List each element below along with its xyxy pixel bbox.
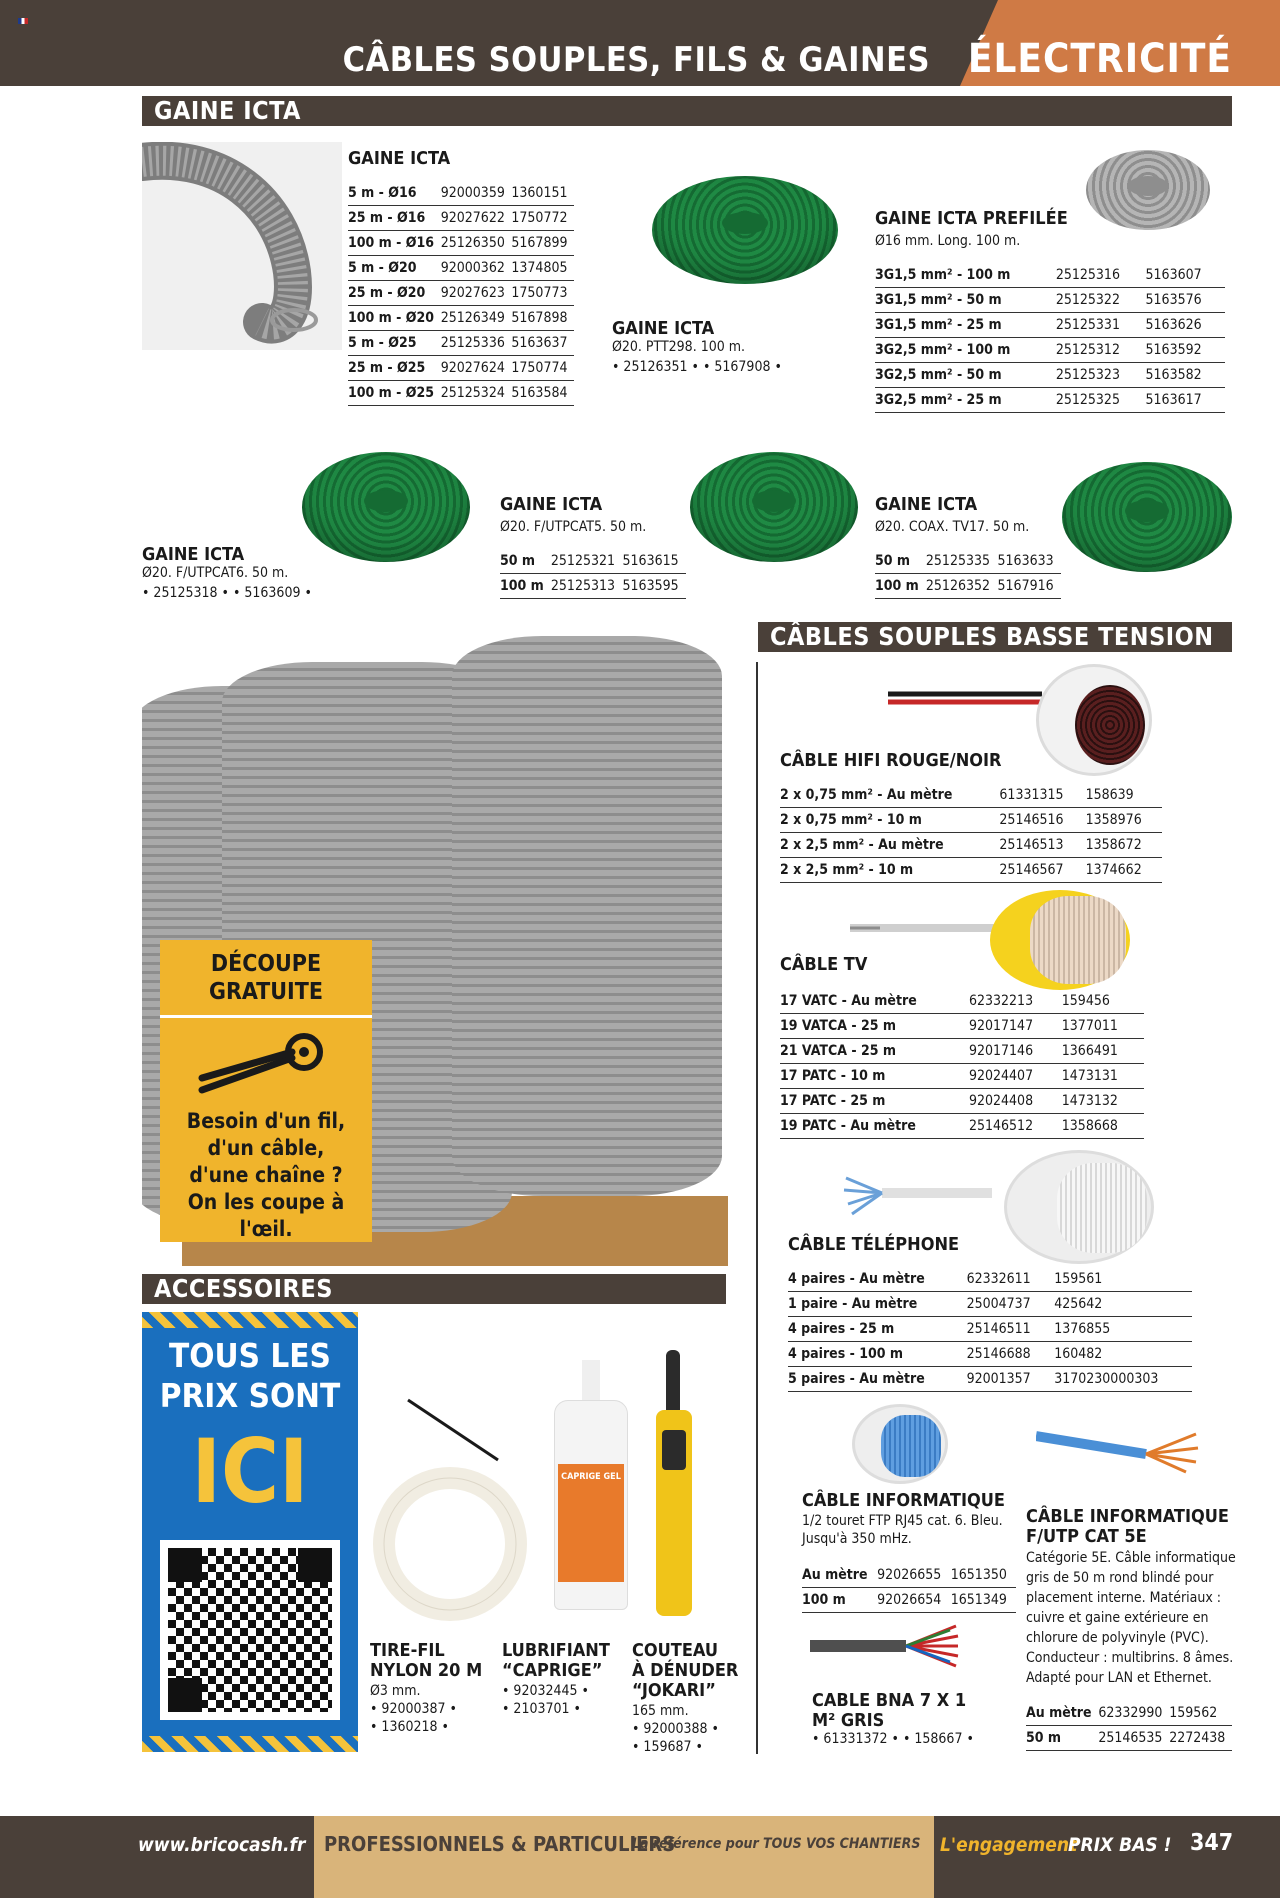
- tire-fil-title-1: TIRE-FIL: [370, 1640, 445, 1661]
- page-number: 347: [1190, 1830, 1234, 1856]
- gaine-icta-title: GAINE ICTA: [348, 148, 451, 169]
- section-bar-gaine: GAINE ICTA: [142, 96, 1232, 126]
- table-row: 50 m 25146535 2272438: [1026, 1725, 1232, 1750]
- table-row: 17 VATC - Au mètre 62332213 159456: [780, 988, 1144, 1013]
- table-row: 3G1,5 mm² - 50 m 25125322 5163576: [875, 287, 1225, 312]
- cat5e-table: [1026, 1700, 1232, 1751]
- tv-cable-image: [850, 920, 1000, 936]
- gaine-cat5-table: [500, 548, 686, 599]
- promo-text: TOUS LES PRIX SONT: [159, 1336, 341, 1415]
- table-row: 100 m 25126352 5167916: [875, 573, 1061, 598]
- lubrifiant-ref-2: • 2103701 •: [502, 1701, 581, 1717]
- promo-qr-panel: [142, 1328, 358, 1736]
- gaine-icta-table: [348, 180, 574, 406]
- cat5e-cable-image: [1036, 1424, 1200, 1474]
- header-category-title: ÉLECTRICITÉ: [967, 36, 1232, 82]
- table-row: 4 paires - 100 m 25146688 160482: [788, 1341, 1192, 1366]
- tire-fil-ref-2: • 1360218 •: [370, 1719, 449, 1735]
- table-row: 100 m 25125313 5163595: [500, 573, 686, 598]
- gaine-prefilee-desc: Ø16 mm. Long. 100 m.: [875, 233, 1021, 249]
- table-row: 19 PATC - Au mètre 25146512 1358668: [780, 1113, 1144, 1138]
- table-row: 50 m 25125321 5163615: [500, 548, 686, 573]
- lubrifiant-ref-1: • 92032445 •: [502, 1683, 589, 1699]
- decoupe-gratuite-box: [160, 940, 372, 1242]
- bna-refs: • 61331372 • • 158667 •: [812, 1731, 974, 1747]
- tv-title: CÂBLE TV: [780, 954, 868, 975]
- table-row: 5 m - Ø16 92000359 1360151: [348, 180, 574, 205]
- footer-osb-band: [314, 1816, 934, 1898]
- gaine-icta-image: [142, 142, 342, 350]
- gaine-cat5-image: [690, 452, 858, 562]
- table-row: 3G1,5 mm² - 25 m 25125331 5163626: [875, 312, 1225, 337]
- gaine-prefilee-table: [875, 262, 1225, 413]
- table-row: 5 m - Ø20 92000362 1374805: [348, 255, 574, 280]
- table-row: 2 x 0,75 mm² - 10 m 25146516 1358976: [780, 807, 1162, 832]
- cat5e-desc: Catégorie 5E. Câble informatique gris de 50 m rond blindé pour placement interne. Matériaux : cuivre et gaine extérieure en chlorure de polyvinyle (PVC). Conducteur : multibrins. 8 âmes. Adapté pour LAN et Ethernet.: [1026, 1550, 1236, 1686]
- table-row: 3G2,5 mm² - 100 m 25125312 5163592: [875, 337, 1225, 362]
- table-row: 3G2,5 mm² - 25 m 25125325 5163617: [875, 387, 1225, 412]
- hifi-cable-image: [888, 688, 1042, 710]
- gaine-prefilee-title: GAINE ICTA PREFILÉE: [875, 208, 1068, 229]
- couteau-desc: 165 mm.: [632, 1703, 689, 1719]
- gaine-ptt-refs: • 25126351 • • 5167908 •: [612, 359, 782, 375]
- gaine-cat6-image: [302, 452, 470, 562]
- table-row: Au mètre 62332990 159562: [1026, 1700, 1232, 1725]
- table-row: 1 paire - Au mètre 25004737 425642: [788, 1291, 1192, 1316]
- qr-code[interactable]: [160, 1540, 340, 1720]
- table-row: 17 PATC - 10 m 92024407 1473131: [780, 1063, 1144, 1088]
- table-row: 5 paires - Au mètre 92001357 3170230000303: [788, 1366, 1192, 1391]
- gaine-cat6-title: GAINE ICTA: [142, 544, 245, 565]
- footer-tagline: La référence pour TOUS VOS CHANTIERS: [632, 1836, 921, 1852]
- gaine-coax-image: [1062, 462, 1232, 572]
- lubrifiant-label: CAPRIGE GEL: [558, 1464, 624, 1582]
- gaine-coax-desc: Ø20. COAX. TV17. 50 m.: [875, 519, 1030, 535]
- table-row: 25 m - Ø16 92027622 1750772: [348, 205, 574, 230]
- tv-spool-image: [990, 890, 1130, 990]
- footer-url[interactable]: www.bricocash.fr: [138, 1834, 306, 1856]
- table-row: 25 m - Ø25 92027624 1750774: [348, 355, 574, 380]
- informatique-desc-1: 1/2 touret FTP RJ45 cat. 6. Bleu.: [802, 1513, 1003, 1529]
- bna-title-2: M² GRIS: [812, 1710, 885, 1731]
- tire-fil-desc: Ø3 mm.: [370, 1683, 421, 1699]
- table-row: 4 paires - 25 m 25146511 1376855: [788, 1316, 1192, 1341]
- lubrifiant-title-2: “CAPRIGE”: [502, 1660, 603, 1681]
- cat5e-title-2: F/UTP CAT 5E: [1026, 1526, 1147, 1547]
- telephone-table: [788, 1266, 1192, 1392]
- couteau-ref-1: • 92000388 •: [632, 1721, 719, 1737]
- gaine-prefilee-image: [1086, 150, 1210, 230]
- table-row: 4 paires - Au mètre 62332611 159561: [788, 1266, 1192, 1291]
- informatique-title: CÂBLE INFORMATIQUE: [802, 1490, 1005, 1511]
- section-bar-cables: CÂBLES SOUPLES BASSE TENSION: [758, 622, 1232, 652]
- decoupe-title: DÉCOUPE GRATUITE: [160, 940, 372, 1018]
- promo-stripe-top: [142, 1312, 358, 1328]
- hifi-spool-image: [1036, 664, 1152, 776]
- table-row: 100 m - Ø20 25126349 5167898: [348, 305, 574, 330]
- informatique-desc-2: Jusqu'à 350 mHz.: [802, 1531, 912, 1547]
- tire-fil-image: [368, 1394, 528, 1624]
- bna-title-1: CABLE BNA 7 X 1: [812, 1690, 967, 1711]
- hifi-title: CÂBLE HIFI ROUGE/NOIR: [780, 750, 1002, 771]
- informatique-spool-image: [852, 1404, 948, 1484]
- table-row: 100 m - Ø25 25125324 5163584: [348, 380, 574, 405]
- couteau-image: [648, 1350, 704, 1622]
- promo-ici: ICI: [191, 1420, 309, 1523]
- table-row: 3G2,5 mm² - 50 m 25125323 5163582: [875, 362, 1225, 387]
- section-bar-accessoires: ACCESSOIRES: [142, 1274, 726, 1304]
- informatique-table: [802, 1562, 1016, 1613]
- table-row: 100 m - Ø16 25126350 5167899: [348, 230, 574, 255]
- couteau-title-1: COUTEAU: [632, 1640, 719, 1661]
- decoupe-text: Besoin d'un fil, d'un câble, d'une chaîne ? On les coupe à l'œil.: [186, 1109, 346, 1241]
- footer-slogan: PROFESSIONNELS & PARTICULIERS: [324, 1832, 676, 1856]
- table-row: 3G1,5 mm² - 100 m 25125316 5163607: [875, 262, 1225, 287]
- table-row: 50 m 25125335 5163633: [875, 548, 1061, 573]
- gaine-coax-table: [875, 548, 1061, 599]
- tv-table: [780, 988, 1144, 1139]
- footer-engagement-emph: PRIX BAS !: [1068, 1834, 1172, 1856]
- gaine-cat6-refs: • 25125318 • • 5163609 •: [142, 585, 312, 601]
- table-row: 2 x 2,5 mm² - Au mètre 25146513 1358672: [780, 832, 1162, 857]
- footer-engagement: L'engagement: [940, 1834, 1078, 1856]
- table-row: 2 x 2,5 mm² - 10 m 25146567 1374662: [780, 857, 1162, 882]
- bna-cable-image: [810, 1620, 960, 1670]
- table-row: Au mètre 92026655 1651350: [802, 1562, 1016, 1587]
- flag-icon: [18, 18, 28, 24]
- gaine-coax-title: GAINE ICTA: [875, 494, 978, 515]
- gaine-cat5-desc: Ø20. F/UTPCAT5. 50 m.: [500, 519, 647, 535]
- telephone-spool-image: [1004, 1150, 1154, 1264]
- couteau-title-3: “JOKARI”: [632, 1680, 716, 1701]
- table-row: 2 x 0,75 mm² - Au mètre 61331315 158639: [780, 782, 1162, 807]
- telephone-cable-image: [842, 1168, 992, 1218]
- header-section-title: CÂBLES SOUPLES, FILS & GAINES: [342, 40, 930, 80]
- gaine-green-coil-image: [652, 176, 838, 284]
- gaine-ptt-desc: Ø20. PTT298. 100 m.: [612, 339, 745, 355]
- tire-fil-ref-1: • 92000387 •: [370, 1701, 457, 1717]
- gaine-ptt-title: GAINE ICTA: [612, 318, 715, 339]
- table-row: 17 PATC - 25 m 92024408 1473132: [780, 1088, 1144, 1113]
- cat5e-title-1: CÂBLE INFORMATIQUE: [1026, 1506, 1229, 1527]
- promo-stripe-bottom: [142, 1736, 358, 1752]
- lubrifiant-image: [548, 1360, 634, 1612]
- couteau-ref-2: • 159687 •: [632, 1739, 703, 1755]
- table-row: 19 VATCA - 25 m 92017147 1377011: [780, 1013, 1144, 1038]
- table-row: 25 m - Ø20 92027623 1750773: [348, 280, 574, 305]
- table-row: 21 VATCA - 25 m 92017146 1366491: [780, 1038, 1144, 1063]
- cable-cutter-icon: [196, 1030, 336, 1100]
- hifi-table: [780, 782, 1162, 883]
- table-row: 5 m - Ø25 25125336 5163637: [348, 330, 574, 355]
- gaine-cat5-title: GAINE ICTA: [500, 494, 603, 515]
- lubrifiant-title-1: LUBRIFIANT: [502, 1640, 610, 1661]
- table-row: 100 m 92026654 1651349: [802, 1587, 1016, 1612]
- gaine-cat6-desc: Ø20. F/UTPCAT6. 50 m.: [142, 565, 289, 581]
- tire-fil-title-2: NYLON 20 M: [370, 1660, 483, 1681]
- couteau-title-2: À DÉNUDER: [632, 1660, 739, 1681]
- telephone-title: CÂBLE TÉLÉPHONE: [788, 1234, 960, 1255]
- column-divider: [756, 662, 758, 1754]
